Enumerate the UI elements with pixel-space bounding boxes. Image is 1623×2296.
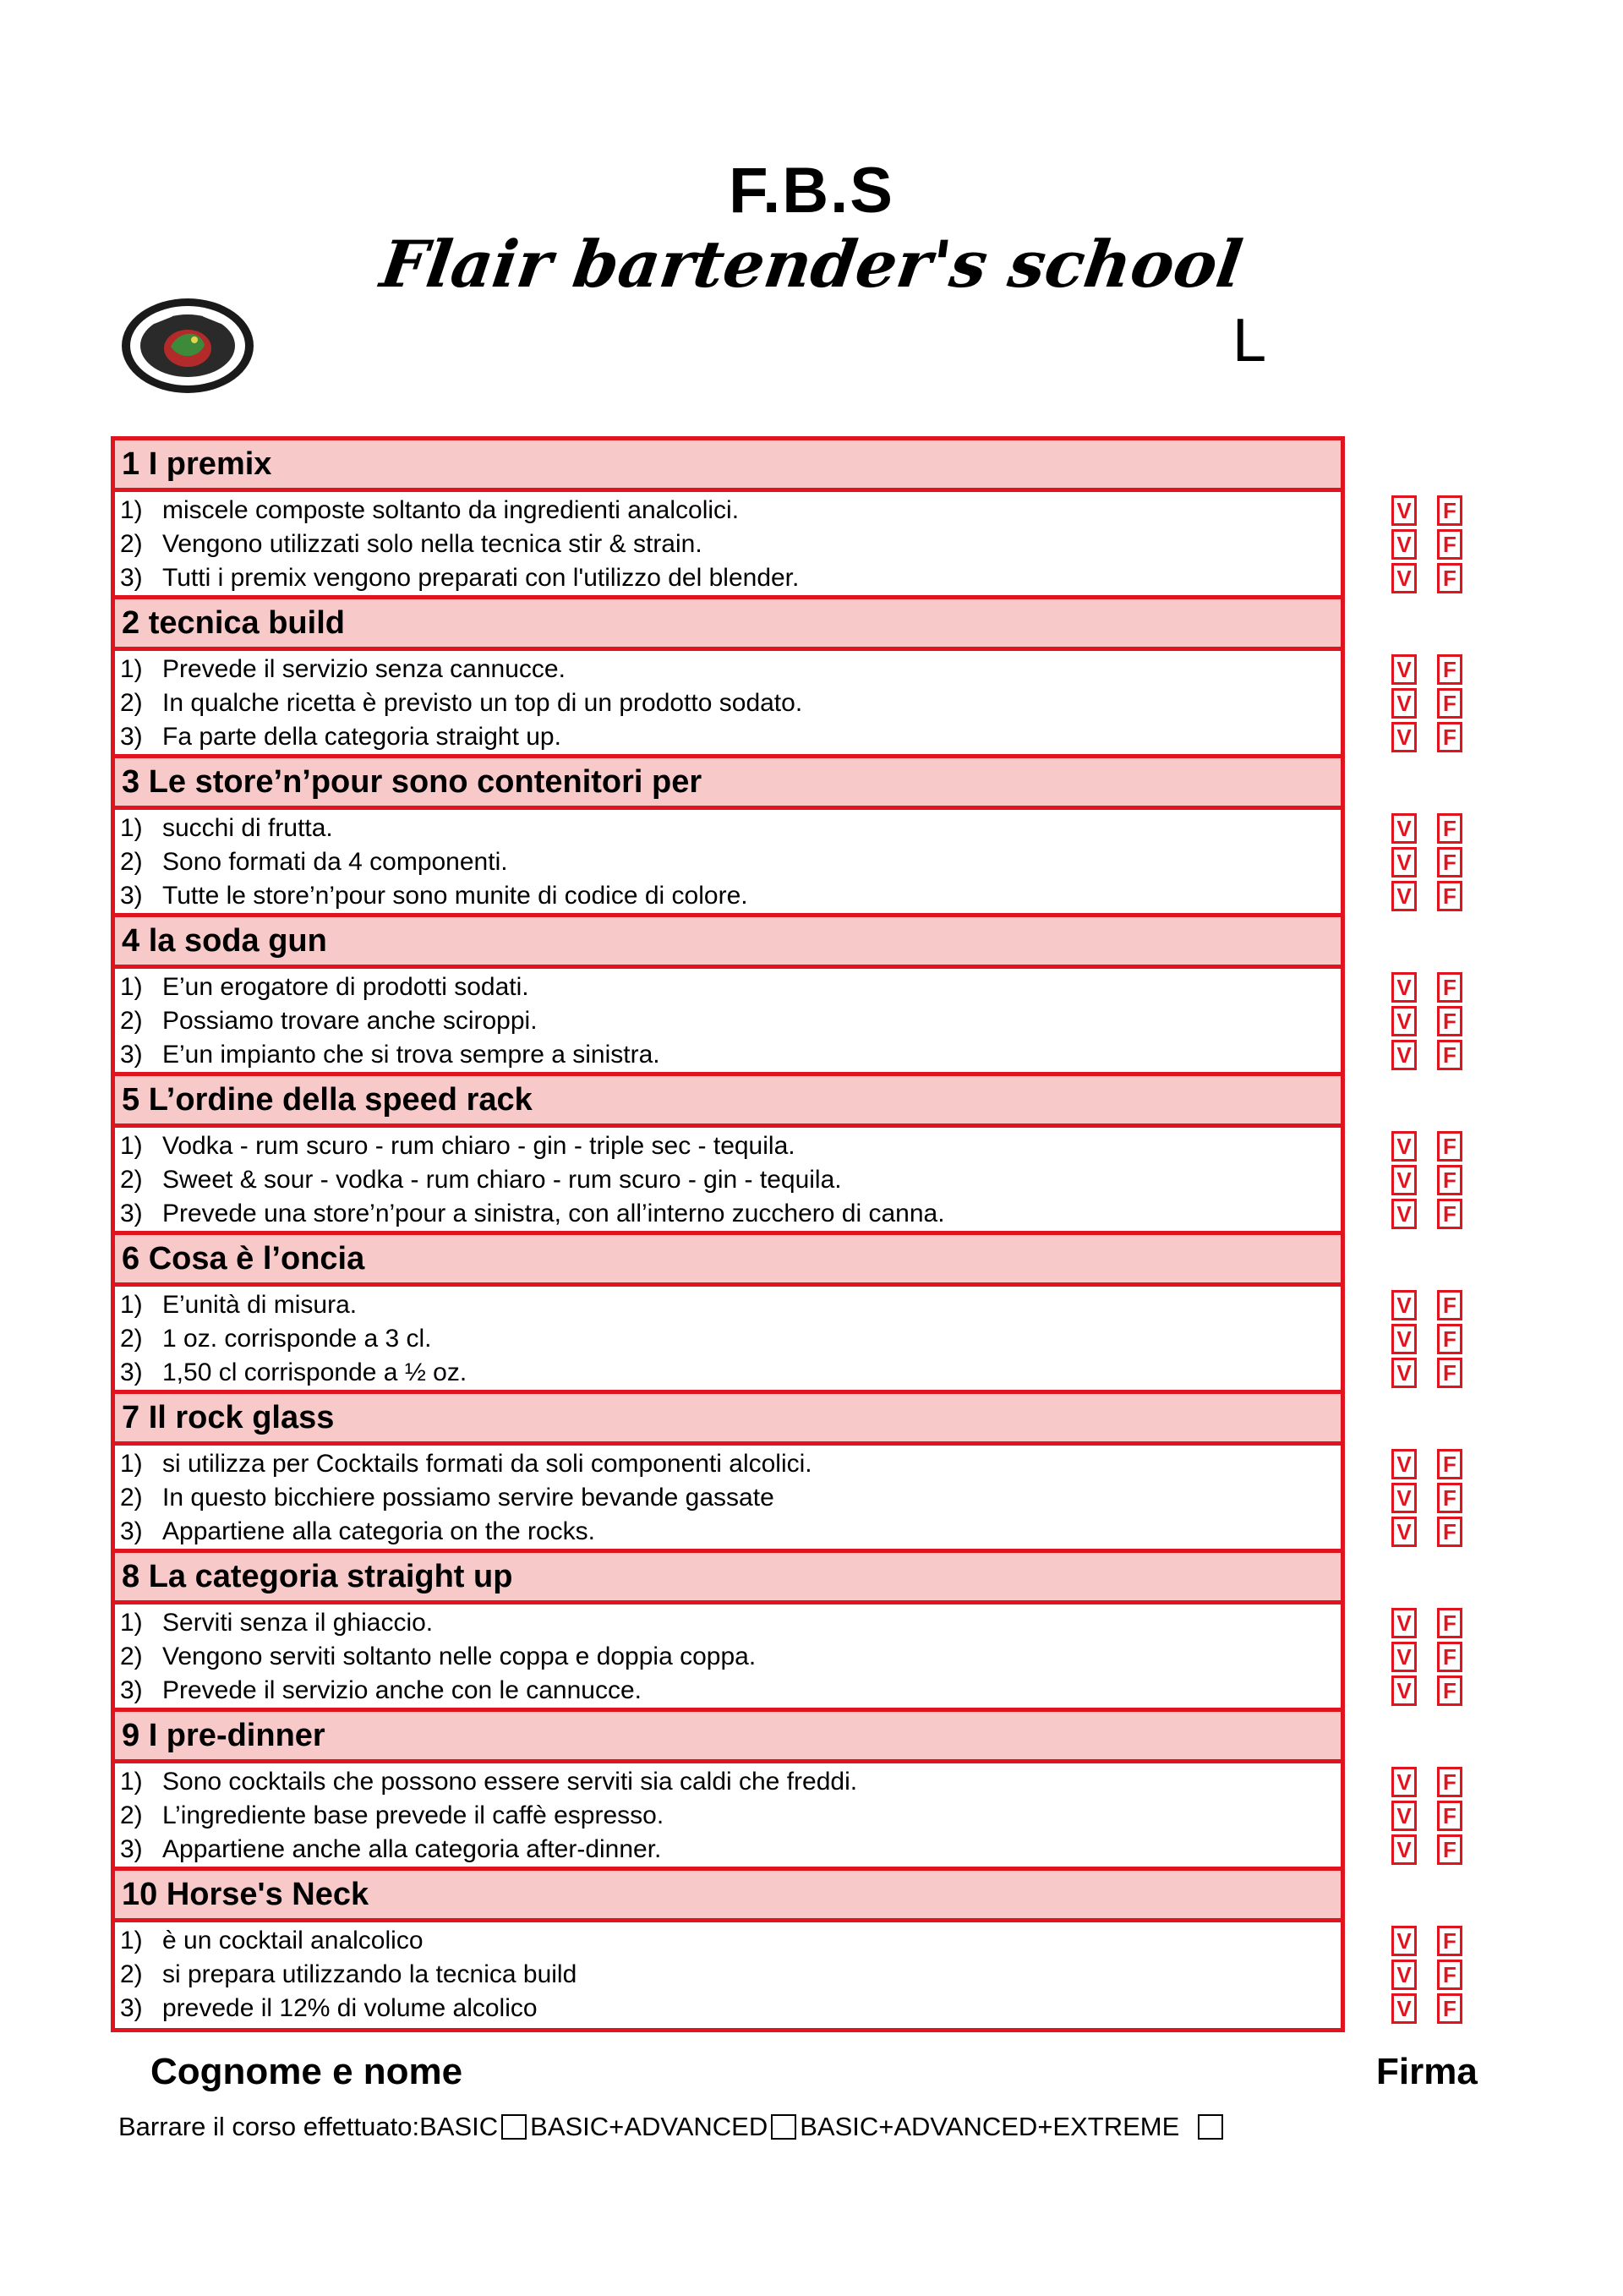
- school-logo: [120, 296, 255, 396]
- answer-number: 3): [120, 723, 143, 751]
- true-checkbox[interactable]: V: [1391, 1449, 1417, 1479]
- true-false-pair: [1391, 1834, 1484, 1865]
- true-false-pair: [1391, 495, 1484, 526]
- false-checkbox[interactable]: F: [1437, 1290, 1462, 1320]
- true-false-pair: [1391, 813, 1484, 844]
- course-selection: [118, 2110, 1227, 2142]
- answer-text: Sono formati da 4 componenti.: [162, 848, 508, 876]
- false-checkbox[interactable]: F: [1437, 1165, 1462, 1195]
- answer-number: 1): [120, 814, 143, 842]
- answer-text: Vengono serviti soltanto nelle coppa e doppia coppa.: [162, 1643, 757, 1670]
- answer-item: [120, 1356, 1341, 1390]
- quiz-table: [111, 436, 1345, 2032]
- false-checkbox[interactable]: F: [1437, 1324, 1462, 1354]
- answer-number: 3): [120, 1835, 143, 1863]
- signature-label: Firma: [1376, 2051, 1478, 2092]
- answer-number: 3): [120, 1358, 143, 1386]
- answer-item: [120, 494, 1341, 528]
- answer-text: Prevede una store’n’pour a sinistra, con all’interno zucchero di canna.: [162, 1200, 945, 1227]
- course-option-basic: BASIC: [419, 2111, 499, 2141]
- answer-item: [120, 812, 1341, 845]
- answer-item: [120, 1924, 1341, 1958]
- false-checkbox[interactable]: F: [1437, 654, 1462, 685]
- answer-item: [120, 1004, 1341, 1038]
- answer-item: [120, 1833, 1341, 1867]
- false-checkbox[interactable]: F: [1437, 881, 1462, 911]
- answer-number: 1): [120, 1768, 143, 1796]
- answer-number: 1): [120, 973, 143, 1001]
- true-false-pair: [1391, 1040, 1484, 1070]
- true-checkbox[interactable]: V: [1391, 1131, 1417, 1162]
- question-block: [111, 913, 1345, 1072]
- true-false-pair: [1391, 1993, 1484, 2024]
- false-checkbox[interactable]: F: [1437, 847, 1462, 877]
- answer-list: [111, 969, 1345, 1072]
- question-title: 6 Cosa è l’oncia: [111, 1231, 1345, 1287]
- true-false-pair: [1391, 563, 1484, 593]
- answer-text: Sweet & sour - vodka - rum chiaro - rum scuro - gin - tequila.: [162, 1166, 842, 1194]
- answer-item: [120, 879, 1341, 913]
- answer-number: 3): [120, 1517, 143, 1545]
- true-checkbox[interactable]: V: [1391, 495, 1417, 526]
- answer-number: 2): [120, 530, 143, 558]
- answer-item: [120, 1447, 1341, 1481]
- answer-number: 2): [120, 1484, 143, 1512]
- question-block: [111, 754, 1345, 913]
- answer-text: L’ingrediente base prevede il caffè espresso.: [162, 1801, 664, 1829]
- answer-number: 3): [120, 1676, 143, 1704]
- true-checkbox[interactable]: V: [1391, 1801, 1417, 1831]
- answer-text: 1,50 cl corrisponde a ½ oz.: [162, 1358, 467, 1386]
- question-title: 4 la soda gun: [111, 913, 1345, 969]
- answer-number: 3): [120, 1994, 143, 2022]
- true-false-pair: [1391, 1960, 1484, 1990]
- answer-number: 1): [120, 1927, 143, 1954]
- answer-item: [120, 1038, 1341, 1072]
- answer-number: 2): [120, 1801, 143, 1829]
- true-checkbox[interactable]: V: [1391, 1358, 1417, 1388]
- true-checkbox[interactable]: V: [1391, 881, 1417, 911]
- answer-text: In qualche ricetta è previsto un top di un prodotto sodato.: [162, 689, 803, 717]
- question-title: 3 Le store’n’pour sono contenitori per: [111, 754, 1345, 810]
- question-block: [111, 1231, 1345, 1390]
- answer-list: [111, 1287, 1345, 1390]
- false-checkbox[interactable]: F: [1437, 1993, 1462, 2024]
- true-false-pair: [1391, 972, 1484, 1003]
- true-false-pair: [1391, 847, 1484, 877]
- true-false-pair: [1391, 1767, 1484, 1797]
- answer-item: [120, 653, 1341, 686]
- answer-number: 3): [120, 1200, 143, 1227]
- true-checkbox[interactable]: V: [1391, 1165, 1417, 1195]
- answer-text: Prevede il servizio anche con le cannucce.: [162, 1676, 642, 1704]
- false-checkbox[interactable]: F: [1437, 1199, 1462, 1229]
- true-false-pair: [1391, 1449, 1484, 1479]
- question-title: 2 tecnica build: [111, 595, 1345, 651]
- true-false-pair: [1391, 1199, 1484, 1229]
- answer-text: Vodka - rum scuro - rum chiaro - gin - triple sec - tequila.: [162, 1132, 795, 1160]
- false-checkbox[interactable]: F: [1437, 813, 1462, 844]
- false-checkbox[interactable]: F: [1437, 1449, 1462, 1479]
- true-false-pair: [1391, 1165, 1484, 1195]
- true-checkbox[interactable]: V: [1391, 1290, 1417, 1320]
- answer-item: [120, 1481, 1341, 1515]
- question-title: 1 I premix: [111, 436, 1345, 492]
- false-checkbox[interactable]: F: [1437, 722, 1462, 752]
- form-letter: L: [1232, 307, 1267, 374]
- answer-text: Fa parte della categoria straight up.: [162, 723, 561, 751]
- question-block: [111, 436, 1345, 595]
- answer-number: 2): [120, 689, 143, 717]
- question-title: 5 L’ordine della speed rack: [111, 1072, 1345, 1128]
- question-block: [111, 1549, 1345, 1708]
- true-checkbox[interactable]: V: [1391, 529, 1417, 560]
- true-false-pair: [1391, 1358, 1484, 1388]
- answer-text: E’unità di misura.: [162, 1291, 358, 1319]
- true-checkbox[interactable]: V: [1391, 847, 1417, 877]
- answer-text: miscele composte soltanto da ingredienti analcolici.: [162, 496, 740, 524]
- true-checkbox[interactable]: V: [1391, 654, 1417, 685]
- true-checkbox[interactable]: V: [1391, 1834, 1417, 1865]
- page-subtitle: Flair bartender's school: [376, 227, 1247, 302]
- answer-number: 1): [120, 1291, 143, 1319]
- true-checkbox[interactable]: V: [1391, 1040, 1417, 1070]
- answer-item: [120, 845, 1341, 879]
- false-checkbox[interactable]: F: [1437, 972, 1462, 1003]
- answer-item: [120, 686, 1341, 720]
- true-false-pair: [1391, 1006, 1484, 1036]
- answer-number: 2): [120, 1325, 143, 1353]
- false-checkbox[interactable]: F: [1437, 1926, 1462, 1956]
- course-advanced-checkbox[interactable]: [771, 2114, 796, 2140]
- answer-list: [111, 1922, 1345, 2032]
- answer-number: 1): [120, 1450, 143, 1478]
- answer-item: [120, 720, 1341, 754]
- false-checkbox[interactable]: F: [1437, 1483, 1462, 1513]
- answer-text: E’un erogatore di prodotti sodati.: [162, 973, 529, 1001]
- answer-text: è un cocktail analcolico: [162, 1927, 424, 1954]
- answer-item: [120, 1515, 1341, 1549]
- answer-text: Appartiene anche alla categoria after-dinner.: [162, 1835, 662, 1863]
- answer-item: [120, 561, 1341, 595]
- course-extreme-checkbox[interactable]: [1198, 2114, 1223, 2140]
- true-false-pair: [1391, 722, 1484, 752]
- true-false-pair: [1391, 654, 1484, 685]
- answer-item: [120, 1129, 1341, 1163]
- true-false-pair: [1391, 1642, 1484, 1672]
- true-false-pair: [1391, 1131, 1484, 1162]
- answer-text: Serviti senza il ghiaccio.: [162, 1609, 434, 1637]
- question-title: 7 Il rock glass: [111, 1390, 1345, 1446]
- answer-number: 1): [120, 496, 143, 524]
- answer-item: [120, 1674, 1341, 1708]
- answer-text: Tutte le store’n’pour sono munite di codice di colore.: [162, 882, 748, 910]
- answer-number: 2): [120, 1643, 143, 1670]
- name-label: Cognome e nome: [150, 2051, 463, 2092]
- false-checkbox[interactable]: F: [1437, 1006, 1462, 1036]
- true-checkbox[interactable]: V: [1391, 813, 1417, 844]
- answer-text: si utilizza per Cocktails formati da soli componenti alcolici.: [162, 1450, 812, 1478]
- true-false-pair: [1391, 1608, 1484, 1638]
- answer-number: 1): [120, 1609, 143, 1637]
- true-checkbox[interactable]: V: [1391, 1642, 1417, 1672]
- answer-item: [120, 1799, 1341, 1833]
- false-checkbox[interactable]: F: [1437, 1517, 1462, 1547]
- answer-text: E’un impianto che si trova sempre a sinistra.: [162, 1041, 660, 1069]
- answer-number: 2): [120, 848, 143, 876]
- answer-text: Prevede il servizio senza cannucce.: [162, 655, 566, 683]
- question-block: [111, 595, 1345, 754]
- false-checkbox[interactable]: F: [1437, 1767, 1462, 1797]
- false-checkbox[interactable]: F: [1437, 563, 1462, 593]
- true-false-pair: [1391, 688, 1484, 719]
- answer-number: 3): [120, 1041, 143, 1069]
- true-checkbox[interactable]: V: [1391, 1676, 1417, 1706]
- answer-item: [120, 1322, 1341, 1356]
- answer-number: 1): [120, 655, 143, 683]
- answer-text: Vengono utilizzati solo nella tecnica stir & strain.: [162, 530, 702, 558]
- false-checkbox[interactable]: F: [1437, 1131, 1462, 1162]
- false-checkbox[interactable]: F: [1437, 1834, 1462, 1865]
- answer-number: 1): [120, 1132, 143, 1160]
- false-checkbox[interactable]: F: [1437, 1040, 1462, 1070]
- true-checkbox[interactable]: V: [1391, 1960, 1417, 1990]
- question-title: 8 La categoria straight up: [111, 1549, 1345, 1604]
- answer-item: [120, 1640, 1341, 1674]
- answer-list: [111, 1604, 1345, 1708]
- answer-text: Tutti i premix vengono preparati con l'utilizzo del blender.: [162, 564, 800, 592]
- question-block: [111, 1708, 1345, 1867]
- true-checkbox[interactable]: V: [1391, 1767, 1417, 1797]
- true-checkbox[interactable]: V: [1391, 1517, 1417, 1547]
- true-false-pair: [1391, 1801, 1484, 1831]
- true-checkbox[interactable]: V: [1391, 1608, 1417, 1638]
- true-checkbox[interactable]: V: [1391, 1199, 1417, 1229]
- answer-text: succhi di frutta.: [162, 814, 333, 842]
- answer-list: [111, 1128, 1345, 1231]
- answer-text: Possiamo trovare anche sciroppi.: [162, 1007, 538, 1035]
- answer-list: [111, 492, 1345, 595]
- answer-item: [120, 1765, 1341, 1799]
- answer-text: si prepara utilizzando la tecnica build: [162, 1960, 577, 1988]
- true-false-pair: [1391, 1483, 1484, 1513]
- answer-list: [111, 1763, 1345, 1867]
- question-block: [111, 1867, 1345, 2032]
- false-checkbox[interactable]: F: [1437, 1358, 1462, 1388]
- answer-number: 2): [120, 1960, 143, 1988]
- answer-item: [120, 528, 1341, 561]
- question-title: 10 Horse's Neck: [111, 1867, 1345, 1922]
- true-checkbox[interactable]: V: [1391, 688, 1417, 719]
- answer-list: [111, 810, 1345, 913]
- question-title: 9 I pre-dinner: [111, 1708, 1345, 1763]
- answer-item: [120, 1992, 1341, 2025]
- question-block: [111, 1072, 1345, 1231]
- true-checkbox[interactable]: V: [1391, 722, 1417, 752]
- true-false-pair: [1391, 529, 1484, 560]
- true-checkbox[interactable]: V: [1391, 972, 1417, 1003]
- true-false-pair: [1391, 1676, 1484, 1706]
- true-checkbox[interactable]: V: [1391, 1006, 1417, 1036]
- answer-list: [111, 1446, 1345, 1549]
- course-option-extreme: BASIC+ADVANCED+EXTREME: [800, 2111, 1180, 2141]
- false-checkbox[interactable]: F: [1437, 529, 1462, 560]
- answer-item: [120, 1163, 1341, 1197]
- answer-list: [111, 651, 1345, 754]
- true-false-pair: [1391, 1290, 1484, 1320]
- true-false-pair: [1391, 881, 1484, 911]
- answer-text: 1 oz. corrisponde a 3 cl.: [162, 1325, 432, 1353]
- course-option-advanced: BASIC+ADVANCED: [530, 2111, 768, 2141]
- true-checkbox[interactable]: V: [1391, 1926, 1417, 1956]
- true-checkbox[interactable]: V: [1391, 563, 1417, 593]
- true-false-pair: [1391, 1926, 1484, 1956]
- false-checkbox[interactable]: F: [1437, 495, 1462, 526]
- true-false-pair: [1391, 1517, 1484, 1547]
- true-false-pair: [1391, 1324, 1484, 1354]
- false-checkbox[interactable]: F: [1437, 688, 1462, 719]
- answer-item: [120, 1288, 1341, 1322]
- question-block: [111, 1390, 1345, 1549]
- false-checkbox[interactable]: F: [1437, 1801, 1462, 1831]
- answer-item: [120, 1958, 1341, 1992]
- answer-number: 3): [120, 564, 143, 592]
- answer-number: 3): [120, 882, 143, 910]
- answer-text: Appartiene alla categoria on the rocks.: [162, 1517, 595, 1545]
- true-checkbox[interactable]: V: [1391, 1324, 1417, 1354]
- false-checkbox[interactable]: F: [1437, 1642, 1462, 1672]
- true-checkbox[interactable]: V: [1391, 1993, 1417, 2024]
- course-prompt: Barrare il corso effettuato:: [118, 2111, 420, 2141]
- course-basic-checkbox[interactable]: [501, 2114, 527, 2140]
- answer-text: In questo bicchiere possiamo servire bevande gassate: [162, 1484, 774, 1512]
- false-checkbox[interactable]: F: [1437, 1960, 1462, 1990]
- answer-item: [120, 970, 1341, 1004]
- answer-item: [120, 1606, 1341, 1640]
- page-title: F.B.S: [729, 155, 894, 227]
- answer-number: 2): [120, 1166, 143, 1194]
- answer-text: prevede il 12% di volume alcolico: [162, 1994, 538, 2022]
- answer-text: Sono cocktails che possono essere serviti sia caldi che freddi.: [162, 1768, 858, 1796]
- false-checkbox[interactable]: F: [1437, 1676, 1462, 1706]
- true-checkbox[interactable]: V: [1391, 1483, 1417, 1513]
- answer-item: [120, 1197, 1341, 1231]
- answer-number: 2): [120, 1007, 143, 1035]
- false-checkbox[interactable]: F: [1437, 1608, 1462, 1638]
